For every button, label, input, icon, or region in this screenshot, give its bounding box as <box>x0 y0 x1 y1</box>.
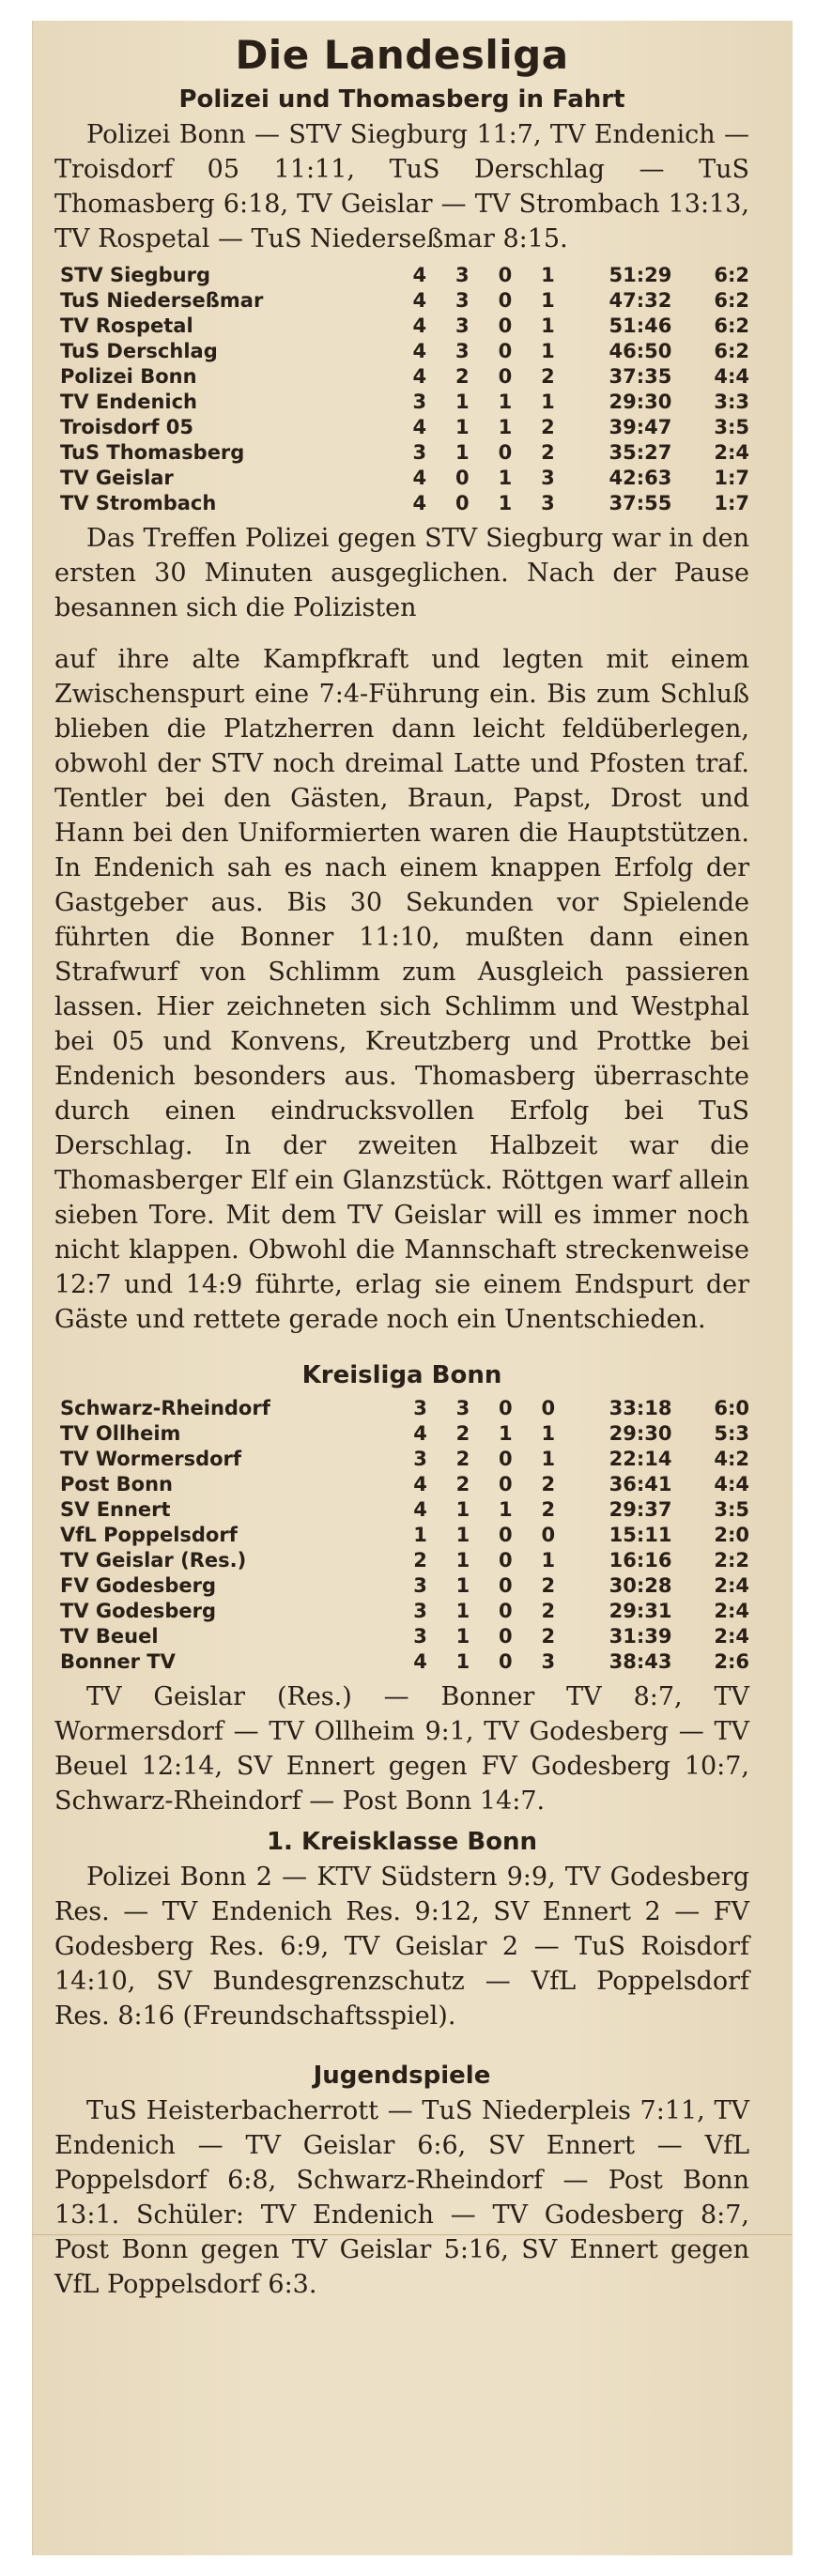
games-played: 4 <box>413 1421 427 1445</box>
games-played: 4 <box>412 415 427 438</box>
points: 3:5 <box>714 1497 749 1521</box>
games-played: 3 <box>413 1599 427 1622</box>
wins: 1 <box>455 415 470 438</box>
losses: 3 <box>541 1649 556 1673</box>
losses: 1 <box>541 314 555 337</box>
draws: 0 <box>498 440 513 464</box>
draws: 1 <box>498 390 513 413</box>
team-name: TuS Thomasberg <box>60 440 245 464</box>
draws: 0 <box>499 1624 513 1648</box>
table-row <box>60 1471 749 1496</box>
team-name: Polizei Bonn <box>60 364 197 388</box>
losses: 1 <box>541 339 555 362</box>
wins: 1 <box>455 1573 470 1597</box>
draws: 0 <box>498 263 513 286</box>
goal-ratio: 37:55 <box>609 491 672 514</box>
team-name: TV Geislar <box>60 466 174 489</box>
games-played: 4 <box>412 491 427 514</box>
goal-ratio: 22:14 <box>609 1447 672 1470</box>
team-name: TV Geislar (Res.) <box>60 1548 247 1572</box>
wins: 0 <box>455 491 470 514</box>
goal-ratio: 29:37 <box>609 1497 672 1521</box>
team-name: TV Strombach <box>60 491 217 514</box>
games-played: 3 <box>412 440 427 464</box>
games-played: 4 <box>412 288 427 312</box>
goal-ratio: 35:27 <box>609 440 672 464</box>
team-name: TV Endenich <box>60 390 198 413</box>
table-row <box>60 313 749 338</box>
wins: 1 <box>455 390 470 413</box>
wins: 3 <box>455 339 470 362</box>
games-played: 4 <box>412 314 427 337</box>
draws: 0 <box>498 288 513 312</box>
wins: 2 <box>455 1421 470 1445</box>
goal-ratio: 42:63 <box>609 466 672 489</box>
landesliga-results: Polizei Bonn — STV Siegburg 11:7, TV Endenich — Troisdorf 05 11:11, TuS Derschlag — TuS Thomasberg 6:18, TV Geislar — TV Strombach 13:13, TV Rospetal — TuS Niederseßmar 8:15. <box>54 120 749 253</box>
kreisklasse-title: 1. Kreisklasse Bonn <box>266 1828 538 1856</box>
points: 1:7 <box>714 491 749 514</box>
table-row <box>60 1496 749 1522</box>
team-name: TV Rospetal <box>60 314 193 337</box>
table-row <box>60 465 749 490</box>
goal-ratio: 29:30 <box>609 1421 672 1445</box>
losses: 2 <box>541 415 555 438</box>
table-row <box>60 338 749 363</box>
wins: 2 <box>455 1472 470 1495</box>
games-played: 1 <box>413 1523 427 1546</box>
losses: 3 <box>541 466 555 489</box>
points: 1:7 <box>714 466 749 489</box>
goal-ratio: 38:43 <box>609 1649 672 1673</box>
draws: 0 <box>499 1573 513 1597</box>
goal-ratio: 29:30 <box>609 390 672 413</box>
wins: 3 <box>455 263 470 286</box>
draws: 0 <box>499 1396 513 1419</box>
games-played: 4 <box>412 466 427 489</box>
draws: 0 <box>499 1447 513 1470</box>
points: 2:6 <box>714 1649 749 1673</box>
wins: 1 <box>455 1548 470 1572</box>
table-row <box>60 1522 749 1547</box>
goal-ratio: 51:46 <box>609 314 672 337</box>
draws: 0 <box>498 339 513 362</box>
draws: 0 <box>499 1649 513 1673</box>
losses: 2 <box>541 364 555 388</box>
team-name: STV Siegburg <box>60 263 210 286</box>
draws: 1 <box>499 1497 513 1521</box>
wins: 2 <box>455 1447 470 1470</box>
points: 2:4 <box>714 1624 749 1648</box>
points: 2:2 <box>714 1548 749 1572</box>
page-title: Die Landesliga <box>235 32 569 78</box>
draws: 1 <box>499 1421 513 1445</box>
points: 4:2 <box>714 1447 749 1470</box>
losses: 1 <box>541 263 555 286</box>
points: 6:0 <box>714 1396 749 1419</box>
wins: 3 <box>455 1396 470 1419</box>
goal-ratio: 31:39 <box>609 1624 672 1648</box>
wins: 1 <box>455 1497 470 1521</box>
points: 5:3 <box>714 1421 749 1445</box>
wins: 1 <box>455 1624 470 1648</box>
goal-ratio: 37:35 <box>609 364 672 388</box>
wins: 1 <box>455 1649 470 1673</box>
goal-ratio: 39:47 <box>609 415 672 438</box>
points: 6:2 <box>714 314 749 337</box>
table-row <box>60 1572 749 1598</box>
draws: 1 <box>498 466 513 489</box>
goal-ratio: 16:16 <box>609 1548 672 1572</box>
losses: 1 <box>541 1548 556 1572</box>
table-row <box>60 363 749 389</box>
points: 6:2 <box>714 339 749 362</box>
wins: 2 <box>455 364 470 388</box>
goal-ratio: 30:28 <box>609 1573 672 1597</box>
table-row <box>60 1395 749 1420</box>
goal-ratio: 36:41 <box>609 1472 672 1495</box>
games-played: 4 <box>413 1649 427 1673</box>
kreisliga-results: TV Geislar (Res.) — Bonner TV 8:7, TV Wormersdorf — TV Ollheim 9:1, TV Godesberg — TV Beuel 12:14, SV Ennert gegen FV Godesberg 10:7, Schwarz-Rheindorf — Post Bonn 14:7. <box>54 1682 749 1816</box>
team-name: Schwarz-Rheindorf <box>60 1396 270 1419</box>
team-name: TV Ollheim <box>60 1421 181 1445</box>
goal-ratio: 29:31 <box>609 1599 672 1622</box>
losses: 0 <box>541 1523 556 1546</box>
team-name: TuS Derschlag <box>60 339 218 362</box>
table-row <box>60 1648 749 1674</box>
draws: 0 <box>498 364 513 388</box>
points: 4:4 <box>714 364 749 388</box>
points: 6:2 <box>714 288 749 312</box>
team-name: TV Godesberg <box>60 1599 216 1622</box>
losses: 1 <box>541 288 555 312</box>
games-played: 3 <box>413 1573 427 1597</box>
team-name: FV Godesberg <box>60 1573 217 1597</box>
goal-ratio: 15:11 <box>609 1523 672 1546</box>
losses: 2 <box>541 1573 556 1597</box>
points: 2:4 <box>714 1599 749 1622</box>
jugend-results: TuS Heisterbacherrott — TuS Niederpleis 7:11, TV Endenich — TV Geislar 6:6, SV Ennert — VfL Poppelsdorf 6:8, Schwarz-Rheindorf — Post Bonn 13:1. Schüler: TV Endenich — TV Godesberg 8:7, Post Bonn gegen TV Geislar 5:16, SV Ennert gegen VfL Poppelsdorf 6:3. <box>54 2096 749 2299</box>
team-name: VfL Poppelsdorf <box>60 1523 238 1546</box>
table-row <box>60 490 749 515</box>
games-played: 3 <box>412 390 427 413</box>
team-name: Bonner TV <box>60 1649 176 1673</box>
landesliga-headline: Polizei und Thomasberg in Fahrt <box>178 85 625 114</box>
losses: 0 <box>541 1396 556 1419</box>
table-row <box>60 389 749 414</box>
draws: 0 <box>499 1599 513 1622</box>
wins: 3 <box>455 314 470 337</box>
points: 6:2 <box>714 263 749 286</box>
losses: 1 <box>541 1447 556 1470</box>
team-name: TV Beuel <box>60 1624 159 1648</box>
losses: 1 <box>541 1421 556 1445</box>
losses: 2 <box>541 1472 556 1495</box>
wins: 1 <box>455 440 470 464</box>
losses: 2 <box>541 440 555 464</box>
team-name: TuS Niederseßmar <box>60 288 264 312</box>
goal-ratio: 47:32 <box>609 288 672 312</box>
games-played: 4 <box>412 263 427 286</box>
games-played: 4 <box>413 1472 427 1495</box>
table-row <box>60 287 749 313</box>
goal-ratio: 33:18 <box>609 1396 672 1419</box>
points: 3:5 <box>714 415 749 438</box>
jugend-title: Jugendspiele <box>313 2062 491 2090</box>
team-name: Troisdorf 05 <box>60 415 193 438</box>
losses: 2 <box>541 1497 556 1521</box>
games-played: 3 <box>413 1396 427 1419</box>
kreisklasse-results: Polizei Bonn 2 — KTV Südstern 9:9, TV Godesberg Res. — TV Endenich Res. 9:12, SV Ennert 2 — FV Godesberg Res. 6:9, TV Geislar 2 — TuS Roisdorf 14:10, SV Bundesgrenzschutz — VfL Poppelsdorf Res. 8:16 (Freundschaftsspiel). <box>54 1863 749 2031</box>
points: 2:4 <box>714 440 749 464</box>
landesliga-report-1: Das Treffen Polizei gegen STV Siegburg war in den ersten 30 Minuten ausgeglichen. Nach der Pause besannen sich die Polizisten <box>54 524 749 622</box>
team-name: SV Ennert <box>60 1497 171 1521</box>
losses: 2 <box>541 1599 556 1622</box>
team-name: TV Wormersdorf <box>60 1447 242 1470</box>
games-played: 4 <box>413 1497 427 1521</box>
kreisliga-table <box>60 1395 749 1674</box>
draws: 0 <box>499 1523 513 1546</box>
table-row <box>60 1547 749 1572</box>
points: 4:4 <box>714 1472 749 1495</box>
draws: 1 <box>498 491 513 514</box>
games-played: 2 <box>413 1548 427 1572</box>
draws: 0 <box>498 314 513 337</box>
goal-ratio: 46:50 <box>609 339 672 362</box>
losses: 1 <box>541 390 555 413</box>
table-row <box>60 1623 749 1648</box>
landesliga-report-2: auf ihre alte Kampfkraft und legten mit einem Zwischenspurt eine 7:4-Führung ein. Bis zum Schluß blieben die Platzherren dann leicht feldüberlegen, obwohl der STV noch dreimal Latte und Pfosten traf. Tentler bei den Gästen, Braun, Papst, Drost und Hann bei den Uniformierten waren die Hauptstützen. In Endenich sah es nach einem knappen Erfolg der Gastgeber aus. Bis 30 Sekunden vor Spielende führten die Bonner 11:10, mußten dann einen Strafwurf von Schlimm zum Ausgleich passieren lassen. Hier zeichneten sich Schlimm und Westphal bei 05 und Konvens, Kreutzberg und Prottke bei Endenich besonders aus. Thomasberg überraschte durch einen eindrucksvollen Erfolg bei TuS Derschlag. In der zweiten Halbzeit war die Thomasberger Elf ein Glanzstück. Röttgen warf allein sieben Tore. Mit dem TV Geislar will es immer noch nicht klappen. Obwohl die Mannschaft streckenweise 12:7 und 14:9 führte, erlag sie einem Endspurt der Gäste und rettete gerade noch ein Unentschieden. <box>54 645 749 1334</box>
draws: 1 <box>498 415 513 438</box>
table-row <box>60 262 749 287</box>
points: 2:4 <box>714 1573 749 1597</box>
points: 2:0 <box>714 1523 749 1546</box>
wins: 3 <box>455 288 470 312</box>
draws: 0 <box>499 1548 513 1572</box>
table-row <box>60 439 749 465</box>
goal-ratio: 51:29 <box>609 263 672 286</box>
table-row <box>60 1420 749 1446</box>
team-name: Post Bonn <box>60 1472 174 1495</box>
wins: 1 <box>455 1523 470 1546</box>
games-played: 4 <box>412 364 427 388</box>
draws: 0 <box>499 1472 513 1495</box>
points: 3:3 <box>714 390 749 413</box>
games-played: 3 <box>413 1447 427 1470</box>
kreisliga-title: Kreisliga Bonn <box>301 1361 502 1389</box>
wins: 1 <box>455 1599 470 1622</box>
games-played: 3 <box>413 1624 427 1648</box>
article <box>54 32 749 2302</box>
losses: 3 <box>541 491 555 514</box>
games-played: 4 <box>412 339 427 362</box>
landesliga-table <box>60 262 749 515</box>
wins: 0 <box>455 466 470 489</box>
table-row <box>60 1598 749 1623</box>
losses: 2 <box>541 1624 556 1648</box>
table-row <box>60 1446 749 1471</box>
table-row <box>60 414 749 439</box>
